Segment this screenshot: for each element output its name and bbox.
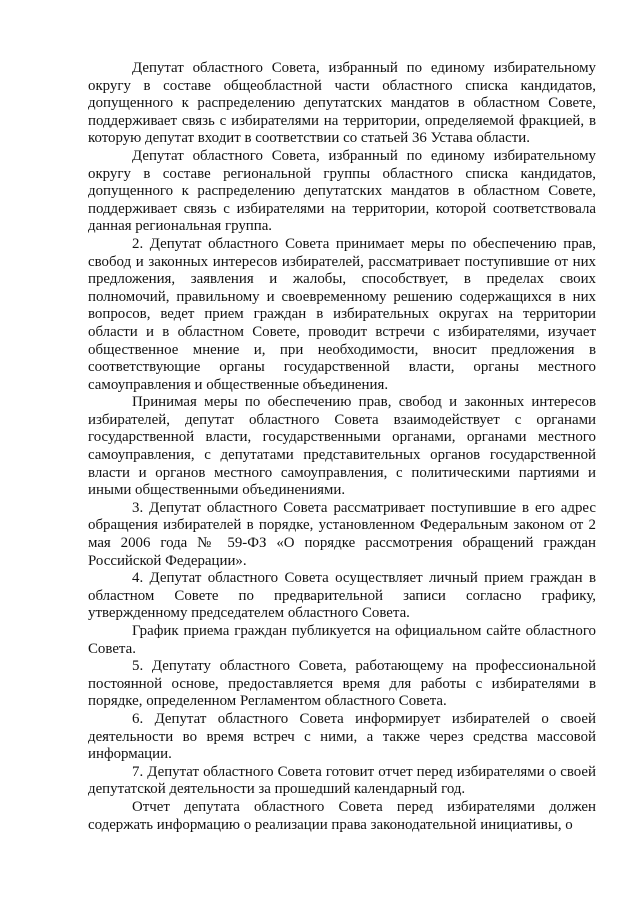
paragraph-10: 7. Депутат областного Совета готовит отчет перед избирателями о своей депутатской деятельности за прошедший календарный год.	[88, 763, 596, 798]
paragraph-4: Принимая меры по обеспечению прав, свобод и законных интересов избирателей, депутат областного Совета взаимодействует с органами государственной власти, государственными органами, органами местного самоуправления, с депутатами представительных органов государственной власти и органов местного самоуправления, с политическими партиями и иными общественными объединениями.	[88, 394, 596, 499]
paragraph-7: График приема граждан публикуется на официальном сайте областного Совета.	[88, 623, 596, 657]
paragraph-1: Депутат областного Совета, избранный по единому избирательному округу в составе общеобластной части областного списка кандидатов, допущенного к распределению депутатских мандатов в областном Совете, поддерживает связь с избирателями на территории, определяемой фракцией, в которую депутат входит в соответствии со статьей 36 Устава области.	[88, 60, 596, 147]
paragraph-9: 6. Депутат областного Совета информирует избирателей о своей деятельности во время встреч с ними, а также через средства массовой информации.	[88, 710, 596, 763]
paragraph-2: Депутат областного Совета, избранный по единому избирательному округу в составе региональной группы областного списка кандидатов, допущенного к распределению депутатских мандатов в областном Совете, поддерживает связь с избирателями на территории, которой соответствовала данная региональная группа.	[88, 147, 596, 235]
paragraph-5: 3. Депутат областного Совета рассматривает поступившие в его адрес обращения избирателей в порядке, установленном Федеральным законом от 2 мая 2006 года № 59-ФЗ «О порядке рассмотрения обращений граждан Российской Федерации».	[88, 499, 596, 569]
paragraph-6: 4. Депутат областного Совета осуществляет личный прием граждан в областном Совете по предварительной записи согласно графику, утвержденному председателем областного Совета.	[88, 570, 596, 622]
document-page	[88, 60, 596, 834]
paragraph-3: 2. Депутат областного Совета принимает меры по обеспечению прав, свобод и законных интересов избирателей, рассматривает поступившие от них предложения, заявления и жалобы, способствует, в пределах своих полномочий, правильному и своевременному решению содержащихся в них вопросов, ведет прием граждан в избирательных округах на территории области и в областном Совете, проводит встречи с избирателями, изучает общественное мнение и, при необходимости, вносит предложения в соответствующие органы государственной власти, органы местного самоуправления и общественные объединения.	[88, 235, 596, 393]
paragraph-11: Отчет депутата областного Совета перед избирателями должен содержать информацию о реализации права законодательной инициативы, о	[88, 798, 596, 833]
paragraph-8: 5. Депутату областного Совета, работающему на профессиональной постоянной основе, предоставляется время для работы с избирателями в порядке, определенном Регламентом областного Совета.	[88, 658, 596, 710]
